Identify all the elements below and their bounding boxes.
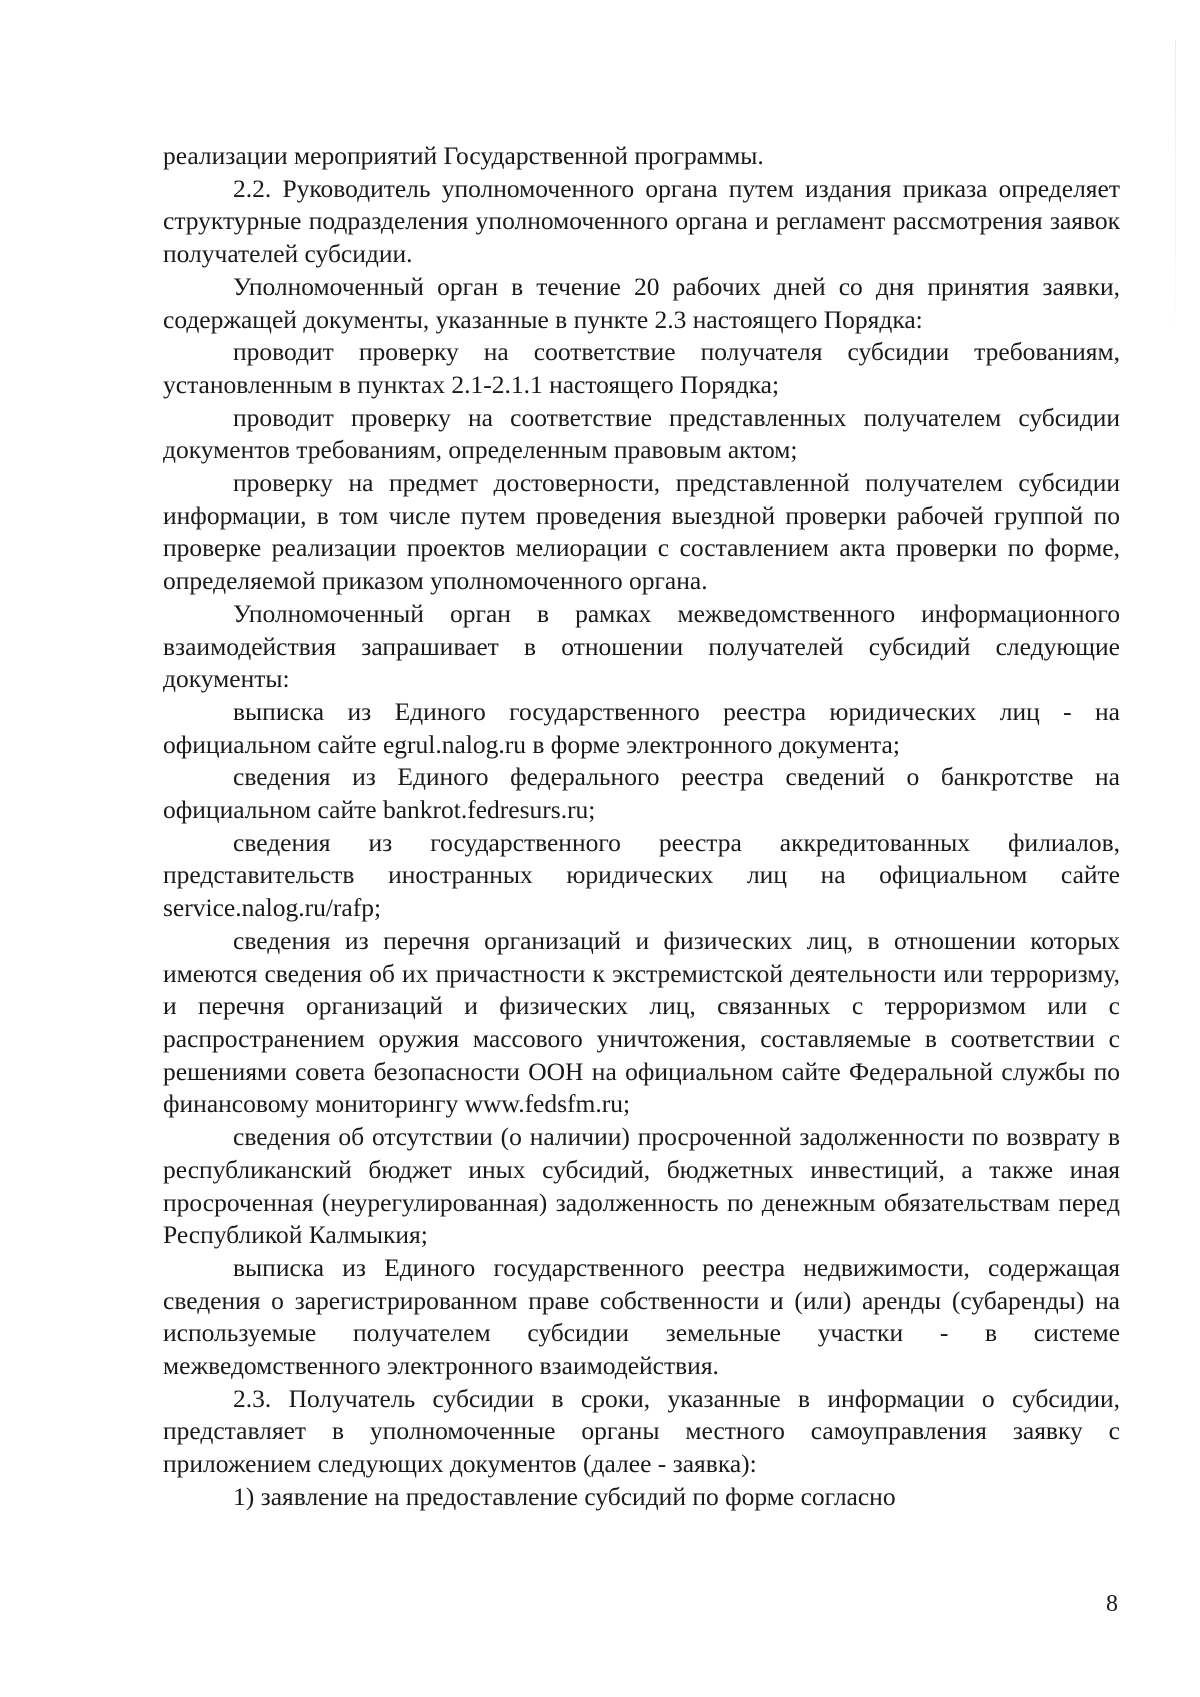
page-number: 8 [1106, 1591, 1118, 1617]
paragraph-continuation: реализации мероприятий Государственной программы. [163, 141, 764, 170]
list-item-egrul: выписка из Единого государственного реестра юридических лиц - на официальном сайте egrul.nalog.ru в форме электронного документа; [163, 696, 1120, 759]
list-item-bankruptcy: сведения из Единого федерального реестра сведений о банкротстве на официальном сайте bankrot.fedresurs.ru; [163, 762, 1120, 825]
list-item-egrn: выписка из Единого государственного реестра недвижимости, содержащая сведения о зарегистрированном праве собственности и (или) аренды (субаренды) на используемые получателем субсидии земельные участки - в системе межведомственного электронного взаимодействия. [163, 1252, 1120, 1381]
document-body [163, 140, 1120, 1514]
list-item-overdue-debt: сведения об отсутствии (о наличии) просроченной задолженности по возврату в республиканский бюджет иных субсидий, бюджетных инвестиций, а также иная просроченная (неурегулированная) задолженность по денежным обязательствам перед Республикой Калмыкия; [163, 1122, 1120, 1250]
paragraph-check-reliability: проверку на предмет достоверности, представленной получателем субсидии информации, в том числе путем проведения выездной проверки рабочей группой по проверке реализации проектов мелиорации с составлением акта проверки по форме, определяемой приказом уполномоченного органа. [163, 468, 1120, 596]
paragraph-check-requirements: проводит проверку на соответствие получателя субсидии требованиям, установленным в пунктах 2.1-2.1.1 настоящего Порядка; [163, 337, 1120, 399]
paragraph-authority-review: Уполномоченный орган в течение 20 рабочих дней со дня принятия заявки, содержащей документы, указанные в пункте 2.3 настоящего Порядка: [163, 271, 1120, 334]
paragraph-2-3: 2.3. Получатель субсидии в сроки, указанные в информации о субсидии, представляет в уполномоченные органы местного самоуправления заявку с приложением следующих документов (далее - заявка): [163, 1383, 1120, 1479]
list-item-accredited-branches: сведения из государственного реестра аккредитованных филиалов, представительств иностранных юридических лиц на официальном сайте service.nalog.ru/rafp; [163, 827, 1120, 923]
list-item-extremism: сведения из перечня организаций и физических лиц, в отношении которых имеются сведения об их причастности к экстремистской деятельности или терроризму, и перечня организаций и физических лиц, связанных с терроризмом или с распространением оружия массового уничтожения, составляемые в соответствии с решениями совета безопасности ООН на официальном сайте Федеральной службы по финансовому мониторингу www.fedsfm.ru; [163, 925, 1120, 1119]
list-item-application: 1) заявление на предоставление субсидий по форме согласно [233, 1481, 896, 1511]
scan-edge-mark [1175, 40, 1176, 340]
paragraph-check-documents: проводит проверку на соответствие представленных получателем субсидии документов требованиям, определенным правовым актом; [163, 402, 1120, 465]
paragraph-2-2: 2.2. Руководитель уполномоченного органа путем издания приказа определяет структурные подразделения уполномоченного органа и регламент рассмотрения заявок получателей субсидии. [163, 173, 1120, 269]
paragraph-interagency-request: Уполномоченный орган в рамках межведомственного информационного взаимодействия запрашивает в отношении получателей субсидий следующие документы: [163, 598, 1120, 694]
